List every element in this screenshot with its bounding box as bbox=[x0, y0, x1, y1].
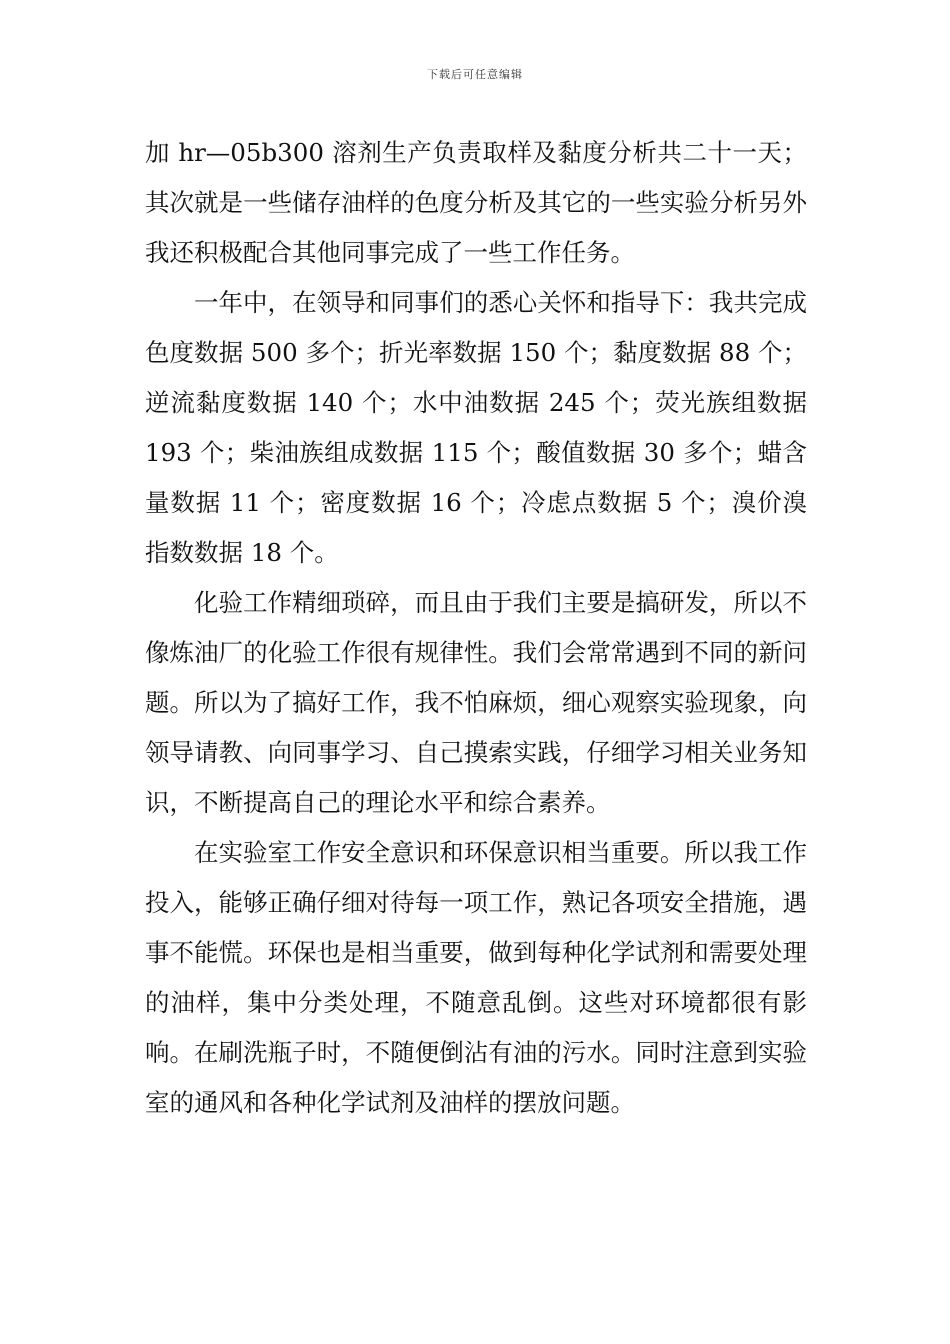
header-note: 下载后可任意编辑 bbox=[427, 68, 523, 81]
document-body bbox=[145, 128, 807, 1128]
paragraph-continuation: 加 hr—05b300 溶剂生产负责取样及黏度分析共二十一天；其次就是一些储存油样的色度分析及其它的一些实验分析另外我还积极配合其他同事完成了一些工作任务。 bbox=[145, 138, 807, 267]
paragraph-safety-environment: 在实验室工作安全意识和环保意识相当重要。所以我工作投入，能够正确仔细对待每一项工作，熟记各项安全措施，遇事不能慌。环保也是相当重要，做到每种化学试剂和需要处理的油样，集中分类处理，不随意乱倒。这些对环境都很有影响。在刷洗瓶子时，不随便倒沾有油的污水。同时注意到实验室的通风和各种化学试剂及油样的摆放问题。 bbox=[145, 838, 807, 1117]
paragraph-work-approach: 化验工作精细琐碎，而且由于我们主要是搞研发，所以不像炼油厂的化验工作很有规律性。我们会常常遇到不同的新问题。所以为了搞好工作，我不怕麻烦，细心观察实验现象，向领导请教、向同事学习、自己摸索实践，仔细学习相关业务知识，不断提高自己的理论水平和综合素养。 bbox=[145, 588, 807, 817]
paragraph-data-summary: 一年中，在领导和同事们的悉心关怀和指导下：我共完成色度数据 500 多个；折光率数据 150 个；黏度数据 88 个；逆流黏度数据 140 个；水中油数据 245 个；荧光族组数据 193 个；柴油族组成数据 115 个；酸值数据 30 多个；蜡含量数据 11 个；密度数据 16 个；冷虑点数据 5 个；溴价溴指数数据 18 个。 bbox=[145, 288, 807, 567]
